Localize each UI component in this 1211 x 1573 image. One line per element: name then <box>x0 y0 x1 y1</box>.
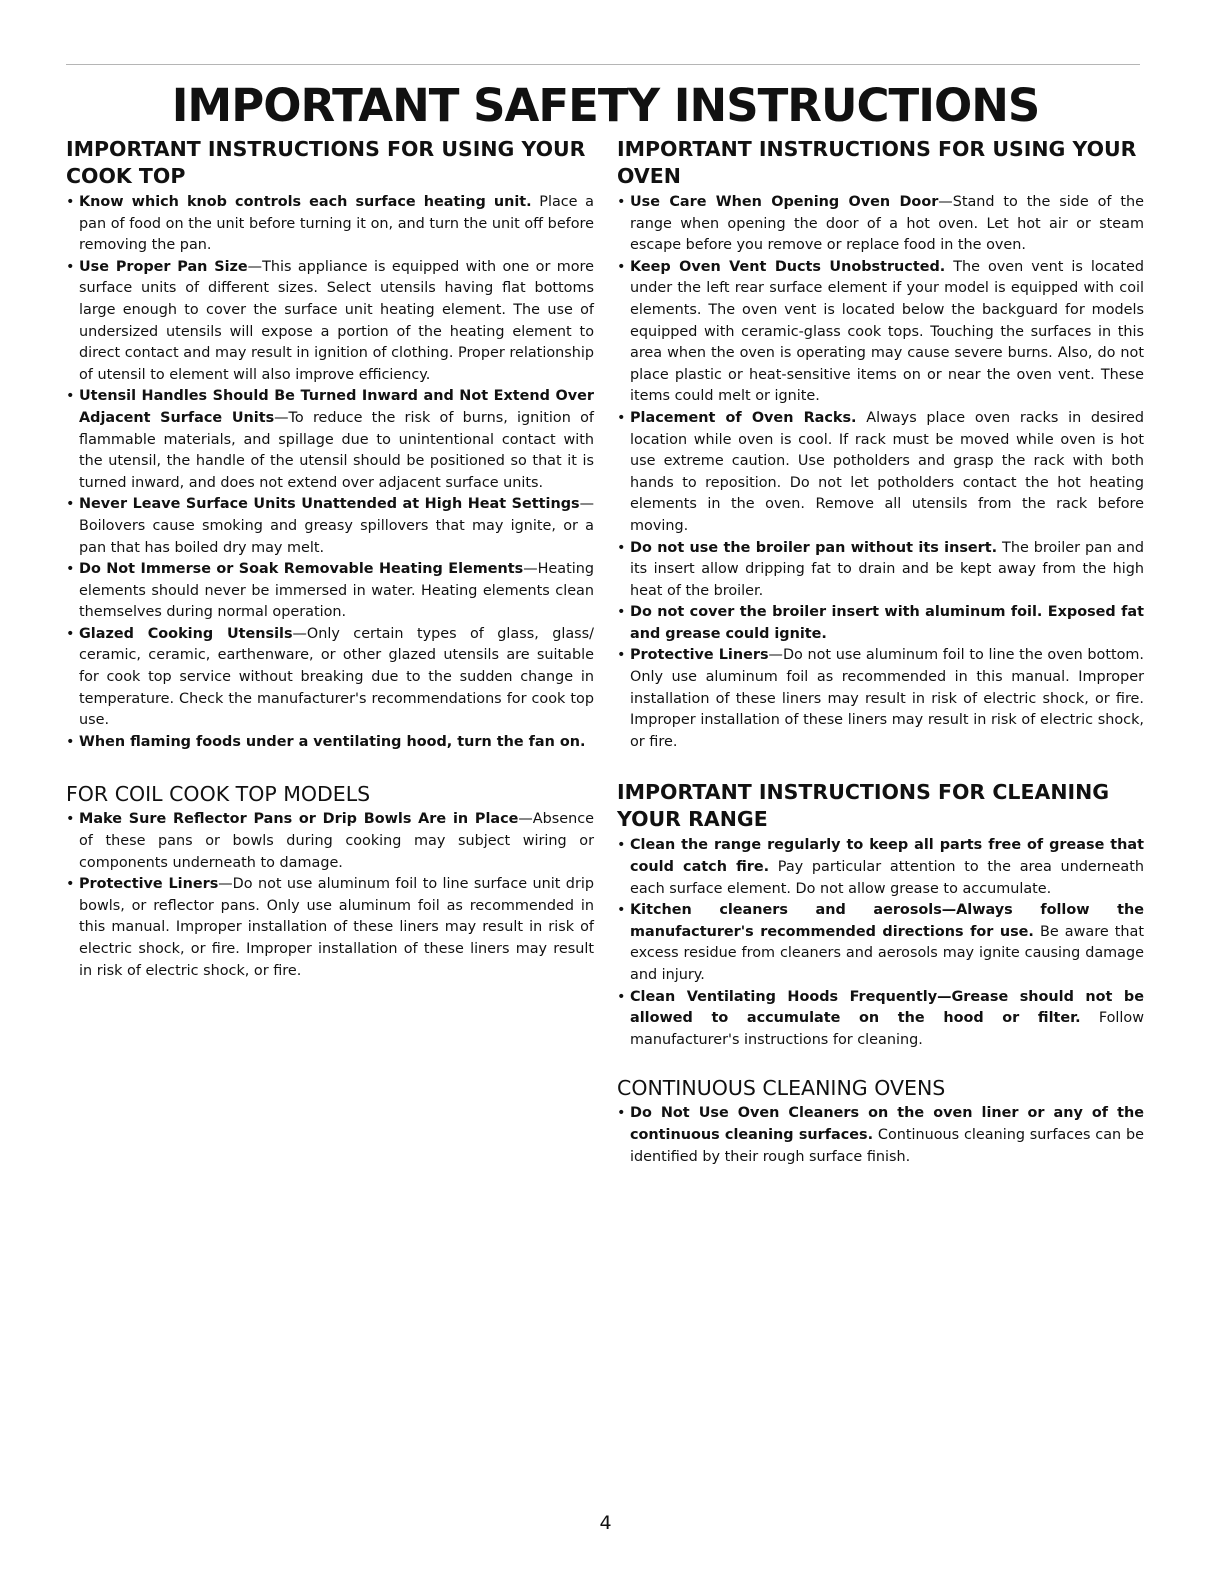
list-item: • Use Care When Opening Oven Door—Stand to the side of the range when opening the door of a hot oven. Let hot air or steam escape before you remove or replace food in the oven. <box>617 192 1144 257</box>
page-number: 4 <box>599 1512 612 1534</box>
oven-heading: IMPORTANT INSTRUCTIONS FOR USING YOUR OVEN <box>617 137 1137 188</box>
list-item: • Do not cover the broiler insert with aluminum foil. Exposed fat and grease could ignite. <box>617 602 1144 645</box>
list-item: • Do not use the broiler pan without its insert. The broiler pan and its insert allow dripping fat to drain and be kept away from the high heat of the broiler. <box>617 538 1144 603</box>
cooktop-heading: IMPORTANT INSTRUCTIONS FOR USING YOUR COOK TOP <box>66 137 586 188</box>
list-item: • Clean Ventilating Hoods Frequently—Grease should not be allowed to accumulate on the hood or filter. Follow manufacturer's instructions for cleaning. <box>617 987 1144 1052</box>
list-item: • Kitchen cleaners and aerosols—Always follow the manufacturer's recommended directions for use. Be aware that excess residue from cleaners and aerosols may ignite causing damage and injury. <box>617 900 1144 986</box>
list-item: • Placement of Oven Racks. Always place oven racks in desired location while oven is cool. If rack must be moved while oven is hot use extreme caution. Use potholders and grasp the rack with both hands to reposition. Do not let potholders contact the hot heating elements in the oven. Remove all utensils from the rack before moving. <box>617 408 1144 538</box>
left-column <box>66 136 594 982</box>
page-title: IMPORTANT SAFETY INSTRUCTIONS <box>171 79 1040 132</box>
list-item: • Do Not Immerse or Soak Removable Heating Elements—Heating elements should never be immersed in water. Heating elements clean themselves during normal operation. <box>66 559 594 624</box>
cleaning-list <box>617 835 1144 1051</box>
list-item: • Glazed Cooking Utensils—Only certain types of glass, glass/ ceramic, ceramic, earthenware, or other glazed utensils are suitable for cook top service without breaking due to the sudden change in temperature. Check the manufacturer's recommendations for cook top use. <box>66 624 594 732</box>
coil-heading: FOR COIL COOK TOP MODELS <box>66 782 371 807</box>
top-rule <box>66 64 1140 65</box>
list-item: • Make Sure Reflector Pans or Drip Bowls Are in Place—Absence of these pans or bowls during cooking may subject wiring or components underneath to damage. <box>66 809 594 874</box>
list-item: • Know which knob controls each surface heating unit. Place a pan of food on the unit before turning it on, and turn the unit off before removing the pan. <box>66 192 594 257</box>
oven-list <box>617 192 1144 753</box>
cooktop-list <box>66 192 594 753</box>
list-item: • Utensil Handles Should Be Turned Inward and Not Extend Over Adjacent Surface Units—To reduce the risk of burns, ignition of flammable materials, and spillage due to unintentional contact with the utensil, the handle of the utensil should be positioned so that it is turned inward, and does not extend over adjacent surface units. <box>66 386 594 494</box>
right-column <box>617 136 1144 1168</box>
list-item: • Protective Liners—Do not use aluminum foil to line surface unit drip bowls, or reflector pans. Only use aluminum foil as recommended in this manual. Improper installation of these liners may result in risk of electric shock, or fire. Improper installation of these liners may result in risk of electric shock, or fire. <box>66 874 594 982</box>
list-item: • Keep Oven Vent Ducts Unobstructed. The oven vent is located under the left rear surface element if your model is equipped with coil elements. The oven vent is located below the backguard for models equipped with ceramic-glass cook tops. Touching the surfaces in this area when the oven is operating may cause severe burns. Also, do not place plastic or heat-sensitive items on or near the oven vent. These items could melt or ignite. <box>617 257 1144 408</box>
continuous-heading: CONTINUOUS CLEANING OVENS <box>617 1076 946 1101</box>
continuous-list <box>617 1103 1144 1168</box>
list-item: • Protective Liners—Do not use aluminum foil to line the oven bottom. Only use aluminum foil as recommended in this manual. Improper installation of these liners may result in risk of electric shock, or fire. Improper installation of these liners may result in risk of electric shock, or fire. <box>617 645 1144 753</box>
list-item: • Never Leave Surface Units Unattended at High Heat Settings—Boilovers cause smoking and greasy spillovers that may ignite, or a pan that has boiled dry may melt. <box>66 494 594 559</box>
list-item: • Clean the range regularly to keep all parts free of grease that could catch fire. Pay particular attention to the area underneath each surface element. Do not allow grease to accumulate. <box>617 835 1144 900</box>
list-item: • Use Proper Pan Size—This appliance is equipped with one or more surface units of different sizes. Select utensils having flat bottoms large enough to cover the surface unit heating element. The use of undersized utensils will expose a portion of the heating element to direct contact and may result in ignition of clothing. Proper relationship of utensil to element will also improve efficiency. <box>66 257 594 387</box>
list-item: • Do Not Use Oven Cleaners on the oven liner or any of the continuous cleaning surfaces. Continuous cleaning surfaces can be identified by their rough surface finish. <box>617 1103 1144 1168</box>
cleaning-heading: IMPORTANT INSTRUCTIONS FOR CLEANING YOUR RANGE <box>617 780 1110 832</box>
coil-list <box>66 809 594 982</box>
list-item: • When flaming foods under a ventilating hood, turn the fan on. <box>66 732 594 754</box>
